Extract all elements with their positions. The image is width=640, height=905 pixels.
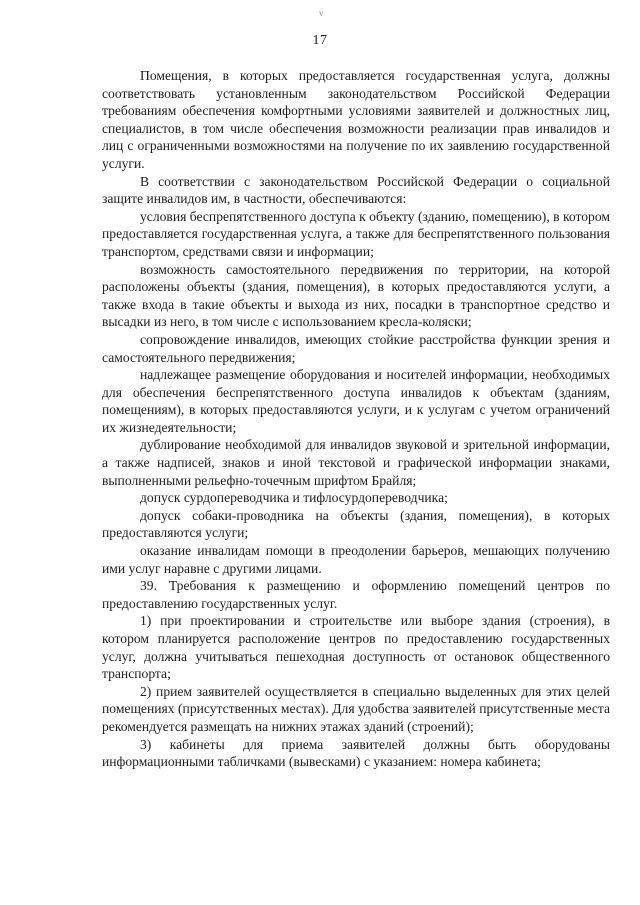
paragraph: Помещения, в которых предоставляется государственная услуга, должны соответствовать установленным законодательством Российской Федерации требованиям обеспечения комфортными условиями заявителей и должностных лиц, специалистов, в том числе обеспечения возможности реализации прав инвалидов и лиц с ограниченными возможностями на получение по их заявлению государственной услуги.: [102, 68, 610, 171]
paragraph: условия беспрепятственного доступа к объекту (зданию, помещению), в котором предоставляется государственная услуга, а также для беспрепятственного пользования транспортом, средствами связи и информации;: [102, 208, 610, 259]
paragraph: надлежащее размещение оборудования и носителей информации, необходимых для обеспечения беспрепятственного доступа инвалидов к объектам (зданиям, помещениям), в которых предоставляются услуги, и к услугам с учетом ограничений их жизнедеятельности;: [102, 367, 610, 435]
paragraph: В соответствии с законодательством Российской Федерации о социальной защите инвалидов им, в частности, обеспечиваются:: [102, 173, 610, 207]
paragraph: возможность самостоятельного передвижения по территории, на которой расположены объекты (здания, помещения), в которых предоставляются услуги, а также входа в такие объекты и выхода из них, посадки в транспортное средство и высадки из него, в том числе с использованием кресла-коляски;: [102, 261, 610, 330]
paragraph: допуск собаки-проводника на объекты (здания, помещения), в которых предоставляются услуги;: [102, 507, 610, 541]
paragraph: 3) кабинеты для приема заявителей должны быть оборудованы информационными табличками (вывесками) с указанием: номера кабинета;: [102, 736, 610, 770]
document-body: [102, 67, 610, 771]
paragraph: сопровождение инвалидов, имеющих стойкие расстройства функции зрения и самостоятельного передвижения;: [102, 331, 610, 365]
paragraph: дублирование необходимой для инвалидов звуковой и зрительной информации, а также надписей, знаков и иной текстовой и графической информации знаками, выполненными рельефно-точечным шрифтом Брайля;: [102, 437, 610, 488]
scan-mark: v: [319, 8, 324, 18]
paragraph: оказание инвалидам помощи в преодолении барьеров, мешающих получению ими услуг наравне с другими лицами.: [102, 543, 610, 576]
paragraph: допуск сурдопереводчика и тифлосурдопереводчика;: [140, 490, 448, 506]
paragraph: 2) прием заявителей осуществляется в специально выделенных для этих целей помещениях (присутственных местах). Для удобства заявителей присутственные места рекомендуется размещать на нижних этажах зданий (строений);: [102, 683, 610, 734]
page-number: 17: [312, 33, 328, 48]
paragraph: 39. Требования к размещению и оформлению помещений центров по предоставлению государственных услуг.: [102, 578, 610, 611]
paragraph: 1) при проектировании и строительстве или выборе здания (строения), в котором планируется расположение центров по предоставлению государственных услуг, должна учитываться пешеходная доступность от остановок общественного транспорта;: [102, 613, 610, 682]
